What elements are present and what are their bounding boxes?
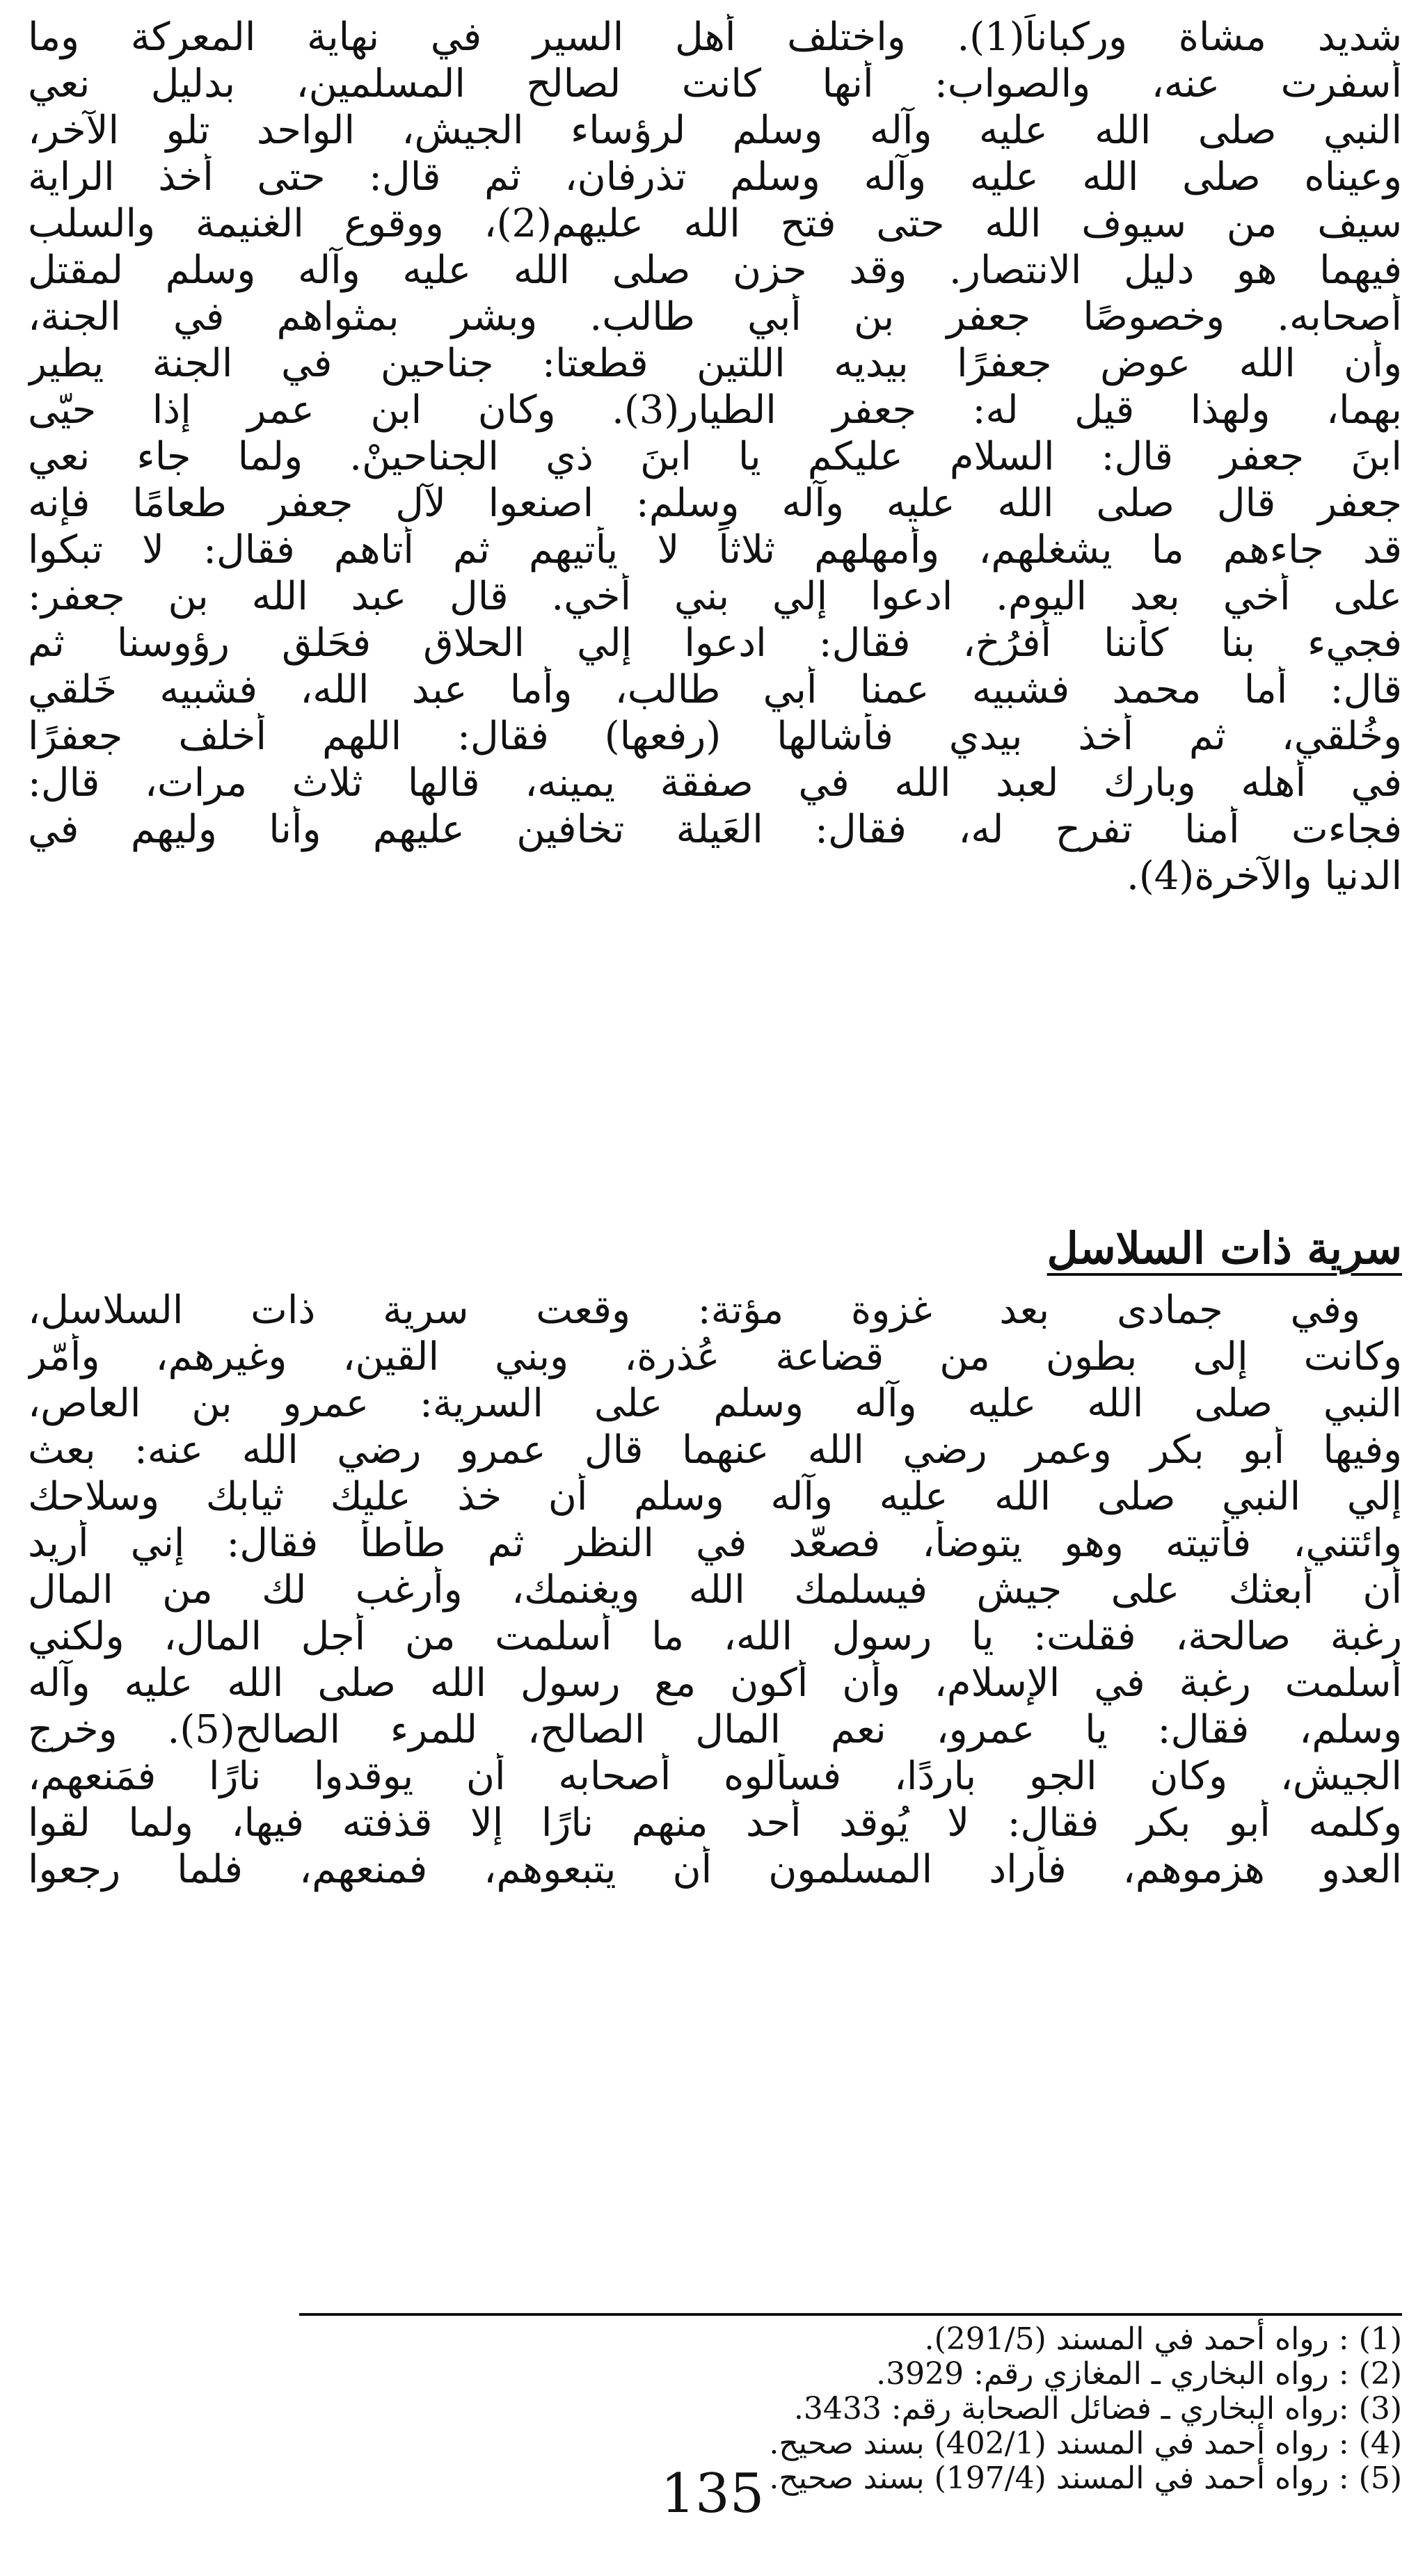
text-line: ابنَ جعفر قال: السلام عليكم يا ابنَ ذي الجناحينْ. ولما جاء نعي [28, 434, 1402, 479]
page-number: 135 [660, 2463, 765, 2525]
text-line: وائتني، فأتيته وهو يتوضأ، فصعّد في النظر ثم طأطأ فقال: إني أريد [28, 1521, 1402, 1566]
footnote: (5) : رواه أحمد في المسند (197/4) بسند صحيح. [769, 2461, 1402, 2496]
text-line: فجاءت أمنا تفرح له، فقال: العَيلة تخافين عليهم وأنا وليهم في [28, 807, 1402, 852]
text-line: الدنيا والآخرة(4). [1127, 854, 1402, 899]
section-heading: سرية ذات السلاسل [1046, 1223, 1402, 1274]
text-line: بهما، ولهذا قيل له: جعفر الطيار(3). وكان ابن عمر إذا حيّى [28, 387, 1402, 433]
footnote-divider [299, 2313, 1402, 2316]
text-line: جعفر قال صلى الله عليه وآله وسلم: اصنعوا لآل جعفر طعامًا فإنه [28, 481, 1402, 526]
text-line: الجيش، وكان الجو باردًا، فسألوه أصحابه أن يوقدوا نارًا فمَنعهم، [28, 1754, 1402, 1799]
text-line: على أخي بعد اليوم. ادعوا إلي بني أخي. قال عبد الله بن جعفر: [28, 574, 1402, 619]
text-line: فجيء بنا كأننا أفرُخ، فقال: ادعوا إلي الحلاق فحَلق رؤوسنا ثم [28, 621, 1402, 666]
text-line: وسلم، فقال: يا عمرو، نعم المال الصالح، للمرء الصالح(5). وخرج [28, 1707, 1402, 1752]
footnote: (1) : رواه أحمد في المسند (291/5). [924, 2321, 1402, 2357]
text-line: أسلمت رغبة في الإسلام، وأن أكون مع رسول الله صلى الله عليه وآله [28, 1661, 1402, 1706]
text-line: سيف من سيوف الله حتى فتح الله عليهم(2)، ووقوع الغنيمة والسلب [28, 201, 1402, 246]
footnote: (4) : رواه أحمد في المسند (402/1) بسند صحيح. [769, 2426, 1402, 2461]
text-line: العدو هزموهم، فأراد المسلمون أن يتبعوهم، فمنعهم، فلما رجعوا [28, 1847, 1402, 1892]
text-line: شديد مشاة وركباناً(1). واختلف أهل السير في نهاية المعركة وما [28, 15, 1402, 60]
footnote: (3) :رواه البخاري ـ فضائل الصحابة رقم: 3433. [793, 2391, 1402, 2426]
text-line: النبي صلى الله عليه وآله وسلم على السرية: عمرو بن العاص، [28, 1381, 1402, 1426]
section-paragraph [28, 1287, 1402, 1893]
text-line: قال: أما محمد فشبيه عمنا أبي طالب، وأما عبد الله، فشبيه خَلقي [28, 667, 1402, 712]
text-line: رغبة صالحة، فقلت: يا رسول الله، ما أسلمت من أجل المال، ولكني [28, 1614, 1402, 1659]
text-line: فيهما هو دليل الانتصار. وقد حزن صلى الله عليه وآله وسلم لمقتل [28, 248, 1402, 293]
text-line: وفي جمادى بعد غزوة مؤتة: وقعت سرية ذات السلاسل، [28, 1288, 1360, 1333]
text-line: أن أبعثك على جيش فيسلمك الله ويغنمك، وأرغب لك من المال [28, 1567, 1402, 1613]
book-page [28, 14, 1402, 2560]
text-line: وأن الله عوض جعفرًا بيديه اللتين قطعتا: جناحين في الجنة يطير [28, 341, 1402, 386]
intro-paragraph [28, 14, 1402, 899]
text-line: إلي النبي صلى الله عليه وآله وسلم أن خذ عليك ثيابك وسلاحك [28, 1474, 1402, 1519]
text-line: وكلمه أبو بكر فقال: لا يُوقد أحد منهم نارًا إلا قذفته فيها، ولما لقوا [28, 1800, 1402, 1846]
text-line: وعيناه صلى الله عليه وآله وسلم تذرفان، ثم قال: حتى أخذ الراية [28, 154, 1402, 200]
text-line: وكانت إلى بطون من قضاعة عُذرة، وبني القين، وغيرهم، وأمّر [28, 1334, 1402, 1379]
text-line: في أهله وبارك لعبد الله في صفقة يمينه، قالها ثلاث مرات، قال: [28, 760, 1402, 806]
text-line: وخُلقي، ثم أخذ بيدي فأشالها (رفعها) فقال: اللهم أخلف جعفرًا [28, 714, 1402, 759]
text-line: أصحابه. وخصوصًا جعفر بن أبي طالب. وبشر بمثواهم في الجنة، [28, 294, 1402, 339]
text-line: النبي صلى الله عليه وآله وسلم لرؤساء الجيش، الواحد تلو الآخر، [28, 108, 1402, 153]
text-line: قد جاءهم ما يشغلهم، وأمهلهم ثلاثاً لا يأتيهم ثم أتاهم فقال: لا تبكوا [28, 527, 1402, 573]
footnote: (2) : رواه البخاري ـ المغازي رقم: 3929. [876, 2356, 1402, 2392]
text-line: وفيها أبو بكر وعمر رضي الله عنهما قال عمرو رضي الله عنه: بعث [28, 1427, 1402, 1473]
text-line: أسفرت عنه، والصواب: أنها كانت لصالح المسلمين، بدليل نعي [28, 61, 1402, 106]
